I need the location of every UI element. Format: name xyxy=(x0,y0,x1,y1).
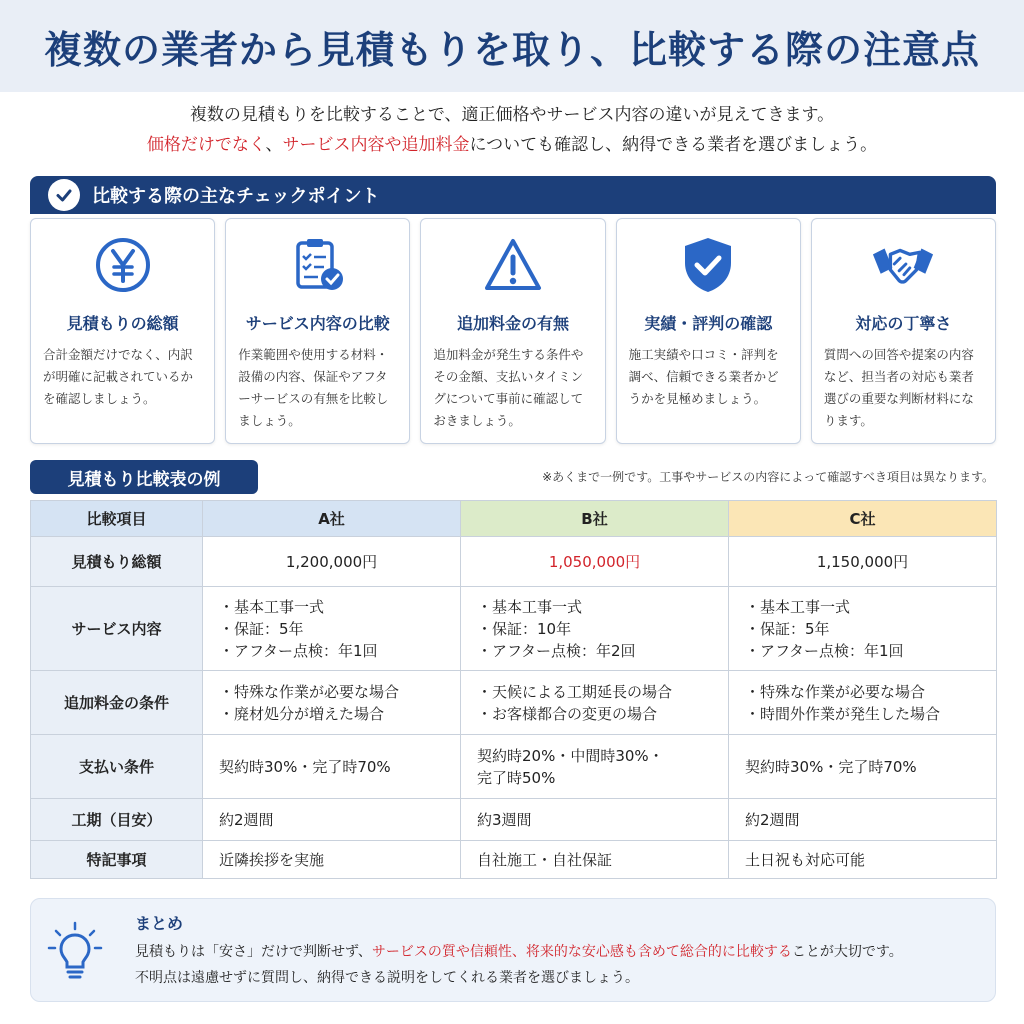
cell-line: ・保証：5年 xyxy=(745,619,830,638)
table-row xyxy=(31,537,997,587)
cell-line: ・特殊な作業が必要な場合 xyxy=(745,682,926,701)
table-label: 見積もり比較表の例 xyxy=(30,460,258,494)
cell-a xyxy=(203,671,461,735)
checkpoint-card-extra-fee xyxy=(420,218,605,444)
cell-b xyxy=(461,587,729,671)
checkpoint-card-reputation xyxy=(616,218,801,444)
cell-line: ・基本工事一式 xyxy=(477,597,583,616)
row-label: 支払い条件 xyxy=(31,735,203,799)
intro-line-1: 複数の見積もりを比較することで、適正価格やサービス内容の違いが見えてきます。 xyxy=(189,105,835,125)
table-header-row xyxy=(31,501,997,537)
title-bar xyxy=(0,0,1024,92)
summary-highlight: サービスの質や信頼性、将来的な安心感も含めて総合的に比較する xyxy=(371,944,792,960)
card-desc: 質問への回答や提案の内容など、担当者の対応も業者選びの重要な判断材料になります。 xyxy=(823,347,974,428)
cell-b xyxy=(461,671,729,735)
intro-highlight-service: サービス内容や追加料金 xyxy=(282,135,470,155)
cell-line: ・特殊な作業が必要な場合 xyxy=(219,682,400,701)
row-label: 工期（目安） xyxy=(31,799,203,841)
card-title: 追加料金の有無 xyxy=(457,314,570,333)
cell-line: 契約時20%・中間時30%・ xyxy=(477,746,664,765)
cell-a: 約2週間 xyxy=(203,799,461,841)
cell-line: ・基本工事一式 xyxy=(745,597,851,616)
cell-line: ・天候による工期延長の場合 xyxy=(477,682,673,701)
cell-a xyxy=(203,587,461,671)
intro-line-2 xyxy=(0,130,1024,160)
cell-c xyxy=(729,671,997,735)
card-desc: 作業範囲や使用する材料・設備の内容、保証やアフターサービスの有無を比較しましょう。 xyxy=(238,347,389,428)
row-label: サービス内容 xyxy=(31,587,203,671)
cell-line: ・保証：5年 xyxy=(219,619,304,638)
intro xyxy=(0,100,1024,160)
checkpoints-heading: 比較する際の主なチェックポイント xyxy=(92,186,380,207)
cell-line: ・アフター点検：年2回 xyxy=(477,641,636,660)
card-title: 実績・評判の確認 xyxy=(644,314,773,333)
page-title: 複数の業者から見積もりを取り、比較する際の注意点 xyxy=(43,27,980,72)
summary-part-1: 見積もりは「安さ」だけで判断せず、 xyxy=(135,944,372,960)
table-row xyxy=(31,799,997,841)
yen-icon xyxy=(91,233,155,297)
cell-c: 土日祝も対応可能 xyxy=(729,841,997,879)
cell-line: ・廃材処分が増えた場合 xyxy=(219,704,385,723)
header-company-c: C社 xyxy=(729,501,997,537)
cell-c: 契約時30%・完了時70% xyxy=(729,735,997,799)
cell-line: 完了時50% xyxy=(477,768,556,787)
intro-highlight-price: 価格だけでなく xyxy=(146,135,266,155)
card-title: サービス内容の比較 xyxy=(245,314,390,333)
summary-part-2: ことが大切です。 xyxy=(791,944,903,960)
row-label: 追加料金の条件 xyxy=(31,671,203,735)
card-desc: 施工実績や口コミ・評判を調べ、信頼できる業者かどうかを見極めましょう。 xyxy=(628,347,779,406)
cell-b: 1,050,000円 xyxy=(461,537,729,587)
cell-a: 近隣挨拶を実施 xyxy=(203,841,461,879)
cell-line: ・アフター点検：年1回 xyxy=(745,641,904,660)
card-desc: 合計金額だけでなく、内訳が明確に記載されているかを確認しましょう。 xyxy=(43,347,194,406)
table-note: ※あくまで一例です。工事やサービスの内容によって確認すべき項目は異なります。 xyxy=(542,470,994,484)
row-label: 見積もり総額 xyxy=(31,537,203,587)
table-row xyxy=(31,587,997,671)
card-title: 見積もりの総額 xyxy=(66,314,179,333)
lightbulb-icon xyxy=(47,921,103,985)
table-row xyxy=(31,841,997,879)
checkpoints-heading-bar xyxy=(30,176,996,214)
warning-icon xyxy=(481,233,545,297)
comparison-table xyxy=(30,500,997,879)
cell-c: 約2週間 xyxy=(729,799,997,841)
table-row xyxy=(31,735,997,799)
summary-box xyxy=(30,898,996,1002)
cell-line: ・基本工事一式 xyxy=(219,597,325,616)
check-circle-icon xyxy=(48,179,80,211)
cell-a: 契約時30%・完了時70% xyxy=(203,735,461,799)
intro-separator: 、 xyxy=(265,135,283,155)
header-company-b: B社 xyxy=(461,501,729,537)
card-title: 対応の丁寧さ xyxy=(855,314,952,333)
cell-c xyxy=(729,587,997,671)
cell-c: 1,150,000円 xyxy=(729,537,997,587)
summary-line-2: 不明点は遠慮せずに質問し、納得できる説明をしてくれる業者を選びましょう。 xyxy=(135,970,639,986)
intro-line-2-rest: についても確認し、納得できる業者を選びましょう。 xyxy=(469,135,878,155)
table-row xyxy=(31,671,997,735)
cell-b: 約3週間 xyxy=(461,799,729,841)
cell-a: 1,200,000円 xyxy=(203,537,461,587)
cell-line: ・時間外作業が発生した場合 xyxy=(745,704,941,723)
cell-line: ・お客様都合の変更の場合 xyxy=(477,704,658,723)
summary-title: まとめ xyxy=(135,914,184,933)
shield-check-icon xyxy=(676,233,740,297)
card-desc: 追加料金が発生する条件やその金額、支払いタイミングについて事前に確認しておきましょう。 xyxy=(433,347,584,428)
handshake-icon xyxy=(871,233,935,297)
cell-line: ・アフター点検：年1回 xyxy=(219,641,378,660)
checkpoint-card-service xyxy=(225,218,410,444)
summary-text xyxy=(135,939,985,991)
checkpoint-cards xyxy=(30,218,996,444)
cell-b xyxy=(461,735,729,799)
cell-line: ・保証：10年 xyxy=(477,619,572,638)
header-company-a: A社 xyxy=(203,501,461,537)
clipboard-check-icon xyxy=(286,233,350,297)
header-item: 比較項目 xyxy=(31,501,203,537)
row-label: 特記事項 xyxy=(31,841,203,879)
summary-line-1 xyxy=(135,939,985,965)
checkpoint-card-total xyxy=(30,218,215,444)
cell-b: 自社施工・自社保証 xyxy=(461,841,729,879)
checkpoint-card-courtesy xyxy=(811,218,996,444)
